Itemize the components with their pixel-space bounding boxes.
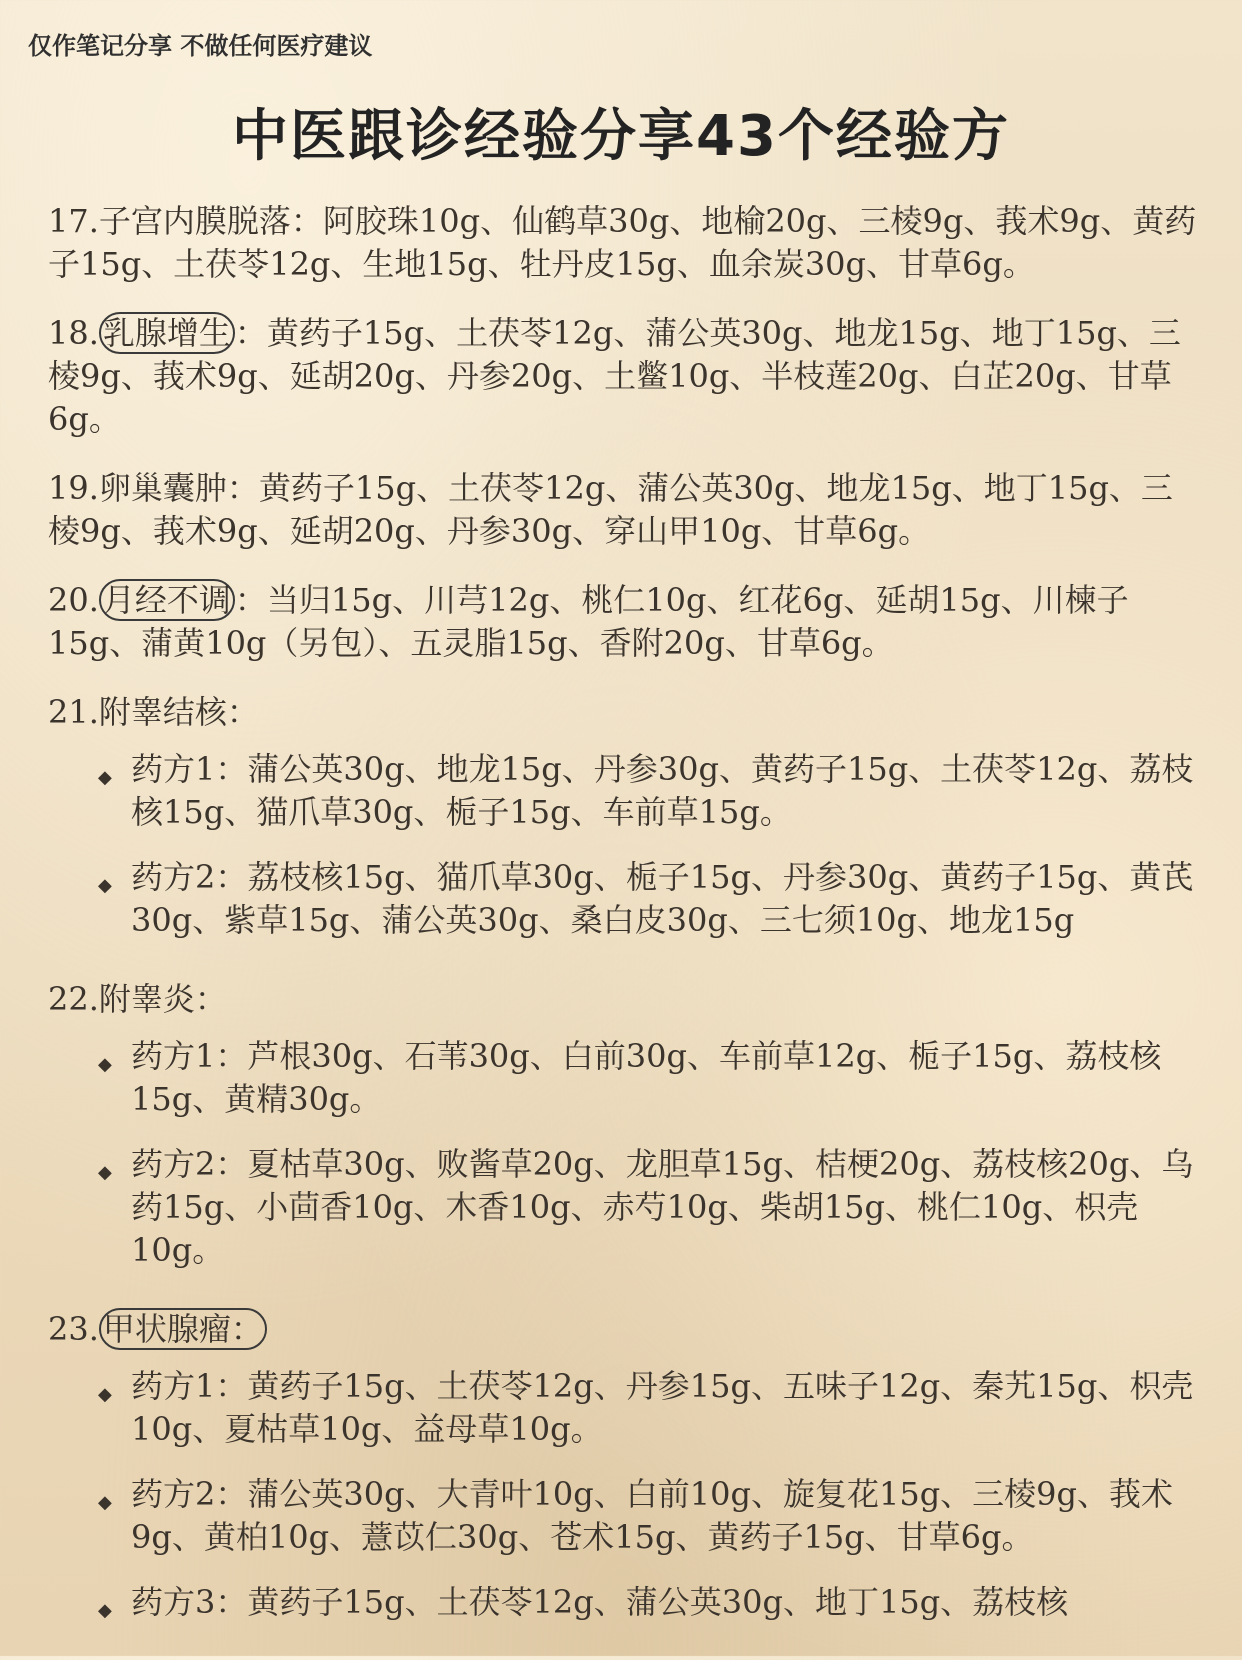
prescription-text: 药方1：蒲公英30g、地龙15g、丹参30g、黄药子15g、土茯苓12g、荔枝核15g、猫爪草30g、栀子15g、车前草15g。 bbox=[131, 750, 1194, 831]
prescription-item bbox=[48, 1143, 1198, 1272]
prescription-item bbox=[48, 1581, 1198, 1624]
entry-text: ：黄药子15g、土茯苓12g、蒲公英30g、地龙15g、地丁15g、三棱9g、莪术9g、延胡20g、丹参20g、土鳖10g、半枝莲20g、白芷20g、甘草6g。 bbox=[48, 314, 1181, 438]
entry-name: 甲状腺瘤 bbox=[102, 1310, 231, 1348]
prescription-item bbox=[48, 1035, 1198, 1121]
page-title: 中医跟诊经验分享43个经验方 bbox=[232, 104, 1010, 169]
diamond-bullet-icon: ◆ bbox=[98, 1492, 112, 1513]
entry-17 bbox=[48, 200, 1198, 286]
prescription-text: 药方2：蒲公英30g、大青叶10g、白前10g、旋复花15g、三棱9g、莪术9g、黄柏10g、薏苡仁30g、苍术15g、黄药子15g、甘草6g。 bbox=[131, 1475, 1174, 1556]
entry-21 bbox=[48, 691, 1198, 942]
diamond-bullet-icon: ◆ bbox=[98, 1162, 112, 1183]
entry-text: ：当归15g、川芎12g、桃仁10g、红花6g、延胡15g、川楝子15g、蒲黄10g（另包）、五灵脂15g、香附20g、甘草6g。 bbox=[48, 581, 1129, 662]
prescription-item bbox=[48, 856, 1198, 942]
entry-heading: 22.附睾炎： bbox=[48, 980, 227, 1018]
entry-18 bbox=[48, 312, 1198, 441]
diamond-bullet-icon: ◆ bbox=[98, 1384, 112, 1405]
diamond-bullet-icon: ◆ bbox=[98, 767, 112, 788]
content bbox=[48, 200, 1198, 1660]
entry-text: ：阿胶珠10g、仙鹤草30g、地榆20g、三棱9g、莪术9g、黄药子15g、土茯苓12g、生地15g、牡丹皮15g、血余炭30g、甘草6g。 bbox=[48, 202, 1197, 283]
diamond-bullet-icon: ◆ bbox=[98, 875, 112, 896]
entry-name: 卵巢囊肿 bbox=[98, 469, 227, 507]
prescription-item bbox=[48, 748, 1198, 834]
entry-number: 23. bbox=[48, 1310, 99, 1348]
entry-20 bbox=[48, 579, 1198, 665]
disclaimer: 仅作笔记分享 不做任何医疗建议 bbox=[28, 32, 373, 60]
entry-heading bbox=[48, 1308, 1198, 1351]
diamond-bullet-icon: ◆ bbox=[98, 1600, 112, 1621]
entry-name-circled bbox=[99, 1308, 267, 1350]
entry-number: 19. bbox=[48, 469, 99, 507]
entry-number: 20. bbox=[48, 581, 99, 619]
prescription-item bbox=[48, 1473, 1198, 1559]
entry-number: 18. bbox=[48, 314, 99, 352]
prescription-text: 药方2：荔枝核15g、猫爪草30g、栀子15g、丹参30g、黄药子15g、黄芪30g、紫草15g、蒲公英30g、桑白皮30g、三七须10g、地龙15g bbox=[131, 858, 1194, 939]
entry-text: ：黄药子15g、土茯苓12g、蒲公英30g、地龙15g、地丁15g、三棱9g、莪术9g、延胡20g、丹参30g、穿山甲10g、甘草6g。 bbox=[48, 469, 1173, 550]
entry-23 bbox=[48, 1308, 1198, 1624]
entry-name-circled: 月经不调 bbox=[99, 579, 235, 621]
entry-19 bbox=[48, 467, 1198, 553]
prescription-text: 药方1：黄药子15g、土茯苓12g、丹参15g、五味子12g、秦艽15g、枳壳10g、夏枯草10g、益母草10g。 bbox=[131, 1367, 1194, 1448]
entry-colon: ： bbox=[230, 1310, 263, 1348]
entry-name: 子宫内膜脱落 bbox=[98, 202, 291, 240]
diamond-bullet-icon: ◆ bbox=[98, 1054, 112, 1075]
entry-number: 17. bbox=[48, 202, 99, 240]
entry-22 bbox=[48, 978, 1198, 1272]
prescription-text: 药方3：黄药子15g、土茯苓12g、蒲公英30g、地丁15g、荔枝核 bbox=[131, 1583, 1069, 1621]
prescription-item bbox=[48, 1365, 1198, 1451]
prescription-text: 药方1：芦根30g、石苇30g、白前30g、车前草12g、栀子15g、荔枝核15g、黄精30g。 bbox=[131, 1037, 1162, 1118]
prescription-text: 药方2：夏枯草30g、败酱草20g、龙胆草15g、桔梗20g、荔枝核20g、乌药15g、小茴香10g、木香10g、赤芍10g、柴胡15g、桃仁10g、枳壳10g。 bbox=[131, 1145, 1194, 1269]
entry-heading: 21.附睾结核： bbox=[48, 693, 259, 731]
entry-name-circled: 乳腺增生 bbox=[99, 312, 235, 354]
